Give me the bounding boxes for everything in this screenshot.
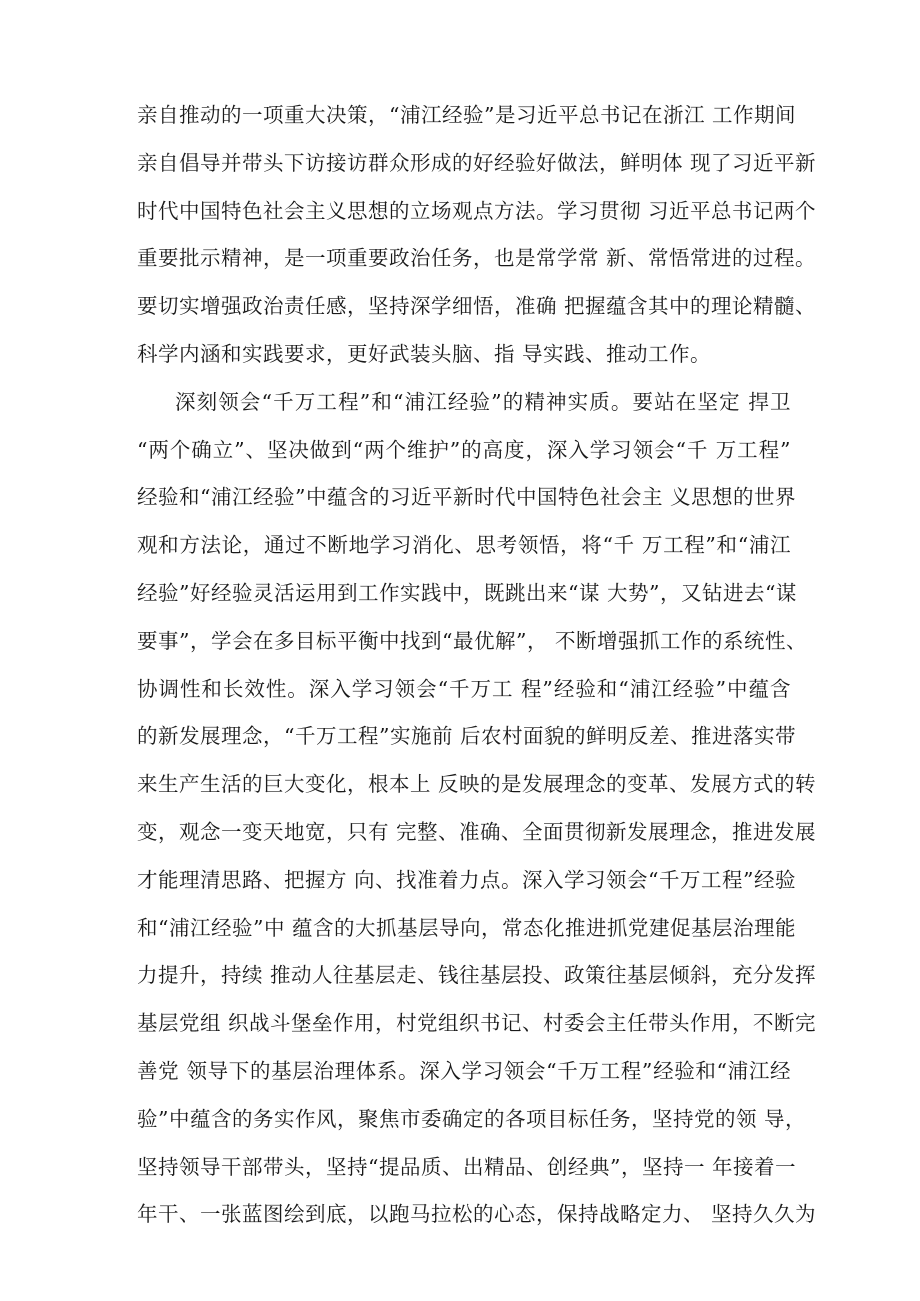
text-line: 重要批示精神，是一项重要政治任务，也是常学常 新、常悟常进的过程。 (137, 246, 817, 271)
text-line: “两个确立”、坚决做到“两个维护”的高度，深入学习领会“千 万工程” (137, 437, 791, 462)
text-line: 亲自倡导并带头下访接访群众形成的好经验好做法，鲜明体 现了习近平新 (137, 150, 817, 175)
text-line: 协调性和长效性。深入学习领会“千万工 程”经验和“浦江经验”中蕴含 (137, 676, 791, 701)
text-line: 的新发展理念，“千万工程”实施前 后农村面貌的鲜明反差、推进落实带 (137, 724, 796, 749)
text-line: 经验”好经验灵活运用到工作实践中，既跳出来“谋 大势”，又钻进去“谋 (137, 580, 797, 605)
text-line: 验”中蕴含的务实作风，聚焦市委确定的各项目标任务，坚持党的领 导， (137, 1106, 806, 1131)
paragraph-1 (137, 96, 817, 383)
paragraph-2 (137, 383, 817, 1243)
text-line: 经验和“浦江经验”中蕴含的习近平新时代中国特色社会主 义思想的世界 (137, 485, 796, 510)
text-line: 坚持领导干部带头，坚持“提品质、出精品、创经典”，坚持一 年接着一 (137, 1154, 796, 1179)
text-line: 要切实增强政治责任感，坚持深学细悟，准确 把握蕴含其中的理论精髓、 (137, 294, 817, 319)
text-line: 力提升，持续 推动人往基层走、钱往基层投、政策往基层倾斜，充分发挥 (137, 963, 817, 988)
text-line: 变，观念一变天地宽，只有 完整、准确、全面贯彻新发展理念，推进发展 (137, 819, 817, 844)
text-line: 和“浦江经验”中 蕴含的大抓基层导向，常态化推进抓党建促基层治理能 (137, 915, 796, 940)
text-line: 深刻领会“千万工程”和“浦江经验”的精神实质。要站在坚定 捍卫 (175, 389, 791, 414)
text-line: 才能理清思路、把握方 向、找准着力点。深入学习领会“千万工程”经验 (137, 867, 796, 892)
text-line: 时代中国特色社会主义思想的立场观点方法。学习贯彻 习近平总书记两个 (137, 198, 817, 223)
text-line: 观和方法论，通过不断地学习消化、思考领悟，将“千 万工程”和“浦江 (137, 533, 791, 558)
text-line: 科学内涵和实践要求，更好武装头脑、指 导实践、推动工作。 (137, 341, 712, 366)
text-line: 善党 领导下的基层治理体系。深入学习领会“千万工程”经验和“浦江经 (137, 1058, 791, 1083)
text-line: 亲自推动的一项重大决策，“浦江经验”是习近平总书记在浙江 工作期间 (137, 103, 796, 127)
text-line: 基层党组 织战斗堡垒作用，村党组织书记、村委会主任带头作用，不断完 (137, 1011, 817, 1036)
document-page (137, 96, 817, 1243)
text-line: 要事”，学会在多目标平衡中找到“最优解”， 不断增强抓工作的系统性、 (137, 628, 807, 653)
text-line: 年干、一张蓝图绘到底，以跑马拉松的心态，保持战略定力、 坚持久久为 (137, 1202, 817, 1227)
text-line: 来生产生活的巨大变化，根本上 反映的是发展理念的变革、发展方式的转 (137, 772, 817, 797)
